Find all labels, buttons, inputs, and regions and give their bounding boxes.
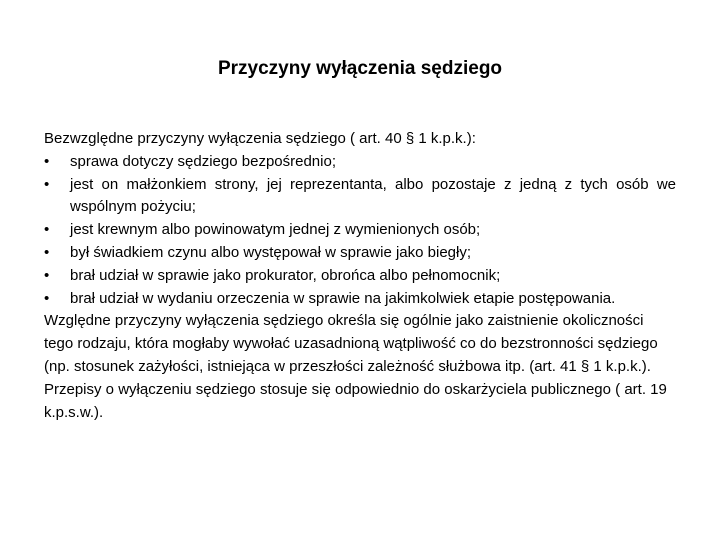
list-item-text: był świadkiem czynu albo występował w sprawie jako biegły; xyxy=(70,243,472,261)
slide-title: Przyczyny wyłączenia sędziego xyxy=(217,58,503,79)
list-item xyxy=(44,288,676,311)
list-item xyxy=(44,219,676,242)
bullet-icon: • xyxy=(44,152,50,170)
bullet-icon: • xyxy=(44,266,50,284)
list-item-text: brał udział w wydaniu orzeczenia w sprawie na jakimkolwiek etapie postępowania. xyxy=(70,289,616,307)
bullet-icon: • xyxy=(44,221,50,239)
intro-text: Bezwzględne przyczyny wyłączenia sędziego ( art. 40 § 1 k.p.k.): xyxy=(44,130,476,147)
list-item-text: sprawa dotyczy sędziego bezpośrednio; xyxy=(70,152,336,170)
list-item-text: brał udział w sprawie jako prokurator, obrońca albo pełnomocnik; xyxy=(70,266,501,284)
list-item xyxy=(44,151,676,174)
bullet-icon: • xyxy=(44,289,50,307)
list-item-text: jest on małżonkiem strony, jej reprezentanta, albo pozostaje z jedną z tych osób we wspólnym pożyciu; xyxy=(70,175,676,216)
relative-reasons-paragraph: Względne przyczyny wyłączenia sędziego określa się ogólnie jako zaistnienie okoliczności tego rodzaju, która mogłaby wywołać uzasadnioną wątpliwość co do bezstronności sędziego (np. stosunek zażyłości, istniejąca w przeszłości zależność służbowa itp. (art. 41 § 1 k.p.k.). xyxy=(44,312,658,375)
list-item-text: jest krewnym albo powinowatym jednej z wymienionych osób; xyxy=(70,221,481,239)
bullet-icon: • xyxy=(44,243,50,261)
slide-body xyxy=(44,128,676,424)
list-item xyxy=(44,265,676,288)
absolute-reasons-list xyxy=(44,151,676,311)
list-item xyxy=(44,242,676,265)
list-item xyxy=(44,174,676,220)
bullet-icon: • xyxy=(44,175,50,193)
prosecutor-paragraph: Przepisy o wyłączeniu sędziego stosuje się odpowiednio do oskarżyciela publicznego ( art. 19 k.p.s.w.). xyxy=(44,380,667,421)
